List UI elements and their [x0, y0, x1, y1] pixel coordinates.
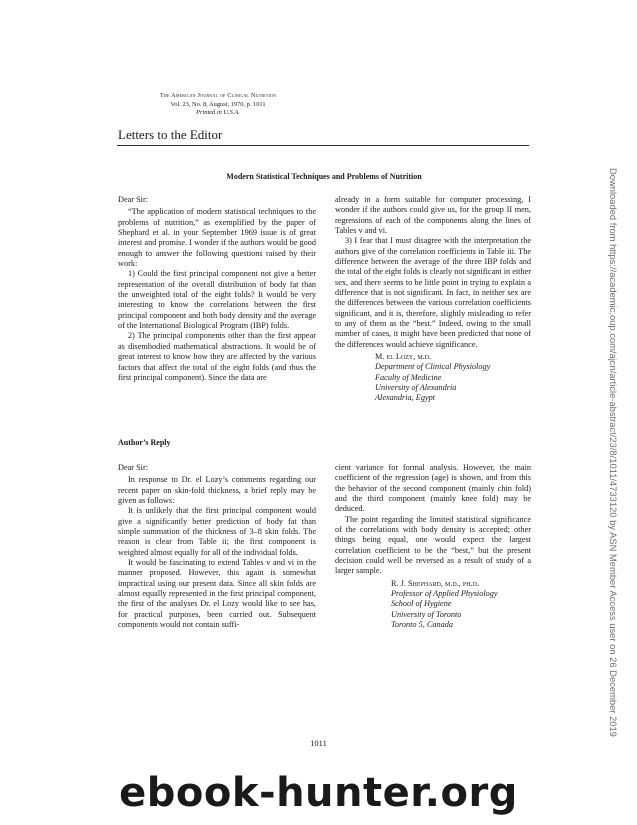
signature-affiliation: Faculty of Medicine — [375, 372, 442, 382]
reply-paragraph: cient variance for formal analysis. However, the main coefficient of the regression (age) is shown, and from this the behavior of the second component (mainly chin fold) and the third component (mainly knee fold) may be deduced. — [335, 463, 531, 514]
letter-paragraph: 1) Could the first principal component not give a better representation of the overall distribution of body fat than the unweighted total of the eight folds? It would be very interesting to know the correlations between the first principal component and both body density and the average of the International Biological Program (IBP) folds. — [118, 269, 316, 331]
signature-affiliation: Department of Clinical Physiology — [375, 362, 491, 372]
watermark-text: ebook-hunter.org — [119, 770, 518, 816]
journal-name: The American Journal of Clinical Nutrition — [159, 92, 277, 99]
signature-name: M. el Lozy, m.d. — [375, 352, 432, 362]
article-title: Modern Statistical Techniques and Problems of Nutrition — [226, 172, 422, 181]
reply-paragraph: It is unlikely that the first principal component would give a significantly better prediction of body fat than simple summation of the thickness of 3–8 skin folds. The reason is clear from Table ii; the first component is weighted almost equally for all of the individual folds. — [118, 506, 316, 557]
letter-greeting: Dear Sir: — [118, 195, 149, 204]
signature-affiliation: University of Toronto — [391, 609, 462, 619]
signature-affiliation: Toronto 5, Canada — [391, 619, 453, 629]
download-side-note — [609, 168, 629, 788]
reply-greeting: Dear Sir: — [118, 463, 149, 472]
signature-affiliation: Alexandria, Egypt — [375, 393, 436, 403]
page-number: 1011 — [310, 738, 327, 748]
section-title: Letters to the Editor — [118, 127, 223, 142]
letter-paragraph: already in a form suitable for computer processing, I wonder if the authors could give us, for the group II men, regressions of each of the components along the lines of Tables v and vi. — [335, 195, 531, 236]
letter-paragraph: “The application of modern statistical techniques to the problems of nutrition,” as exemplified by the paper of Shephard et al. in your September 1969 issue is of great interest and promise. I wonder if the authors would be good enough to answer the following questions raised by their work: — [118, 207, 316, 269]
reply-column-1 — [118, 463, 316, 631]
signature-affiliation: School of Hygiene — [391, 599, 452, 609]
reply-paragraph: The point regarding the limited statistical significance of the correlations with body density is accepted; other things being equal, one would expect the largest correlation coefficient to be the “best,” but the present decision could well be reversed as a result of study of a larger sample. — [335, 514, 531, 576]
letter-signature — [375, 352, 531, 403]
signature-affiliation: University of Alexandria — [375, 383, 457, 393]
reply-paragraph: In response to Dr. el Lozy’s comments regarding our recent paper on skin-fold thickness, a brief reply may be given as follows: — [118, 475, 316, 506]
letter-column-2 — [335, 195, 531, 404]
signature-affiliation: Professor of Applied Physiology — [391, 589, 498, 599]
signature-name: R. J. Shephard, m.d., ph.d. — [391, 578, 480, 588]
reply-column-2 — [335, 463, 531, 630]
journal-issue: Vol. 23, No. 8, August, 1970, p. 1011 — [170, 100, 266, 108]
letter-paragraph: 3) I fear that I must disagree with the interpretation the authors give of the correlation coefficients in Table iii. The difference between the average of the three IBP folds and the total of the eight folds is clearly not significant in either sex, and there seems to be little point in trying to explain a difference that is not significant. In fact, in neither sex are the differences between the various correlation coefficients significant, and it is, therefore, slightly misleading to refer to any of them as the “best.” Indeed, owing to the small number of cases, it might have been predicted that none of the differences would achieve significance. — [335, 236, 531, 349]
reply-paragraph: It would be fascinating to extend Tables v and vi in the manner proposed. However, this again is somewhat impractical using our present data. Since all skin folds are almost equally represented in the first principal component, the first of the analyses Dr. el Lozy would like to see has, for practical purposes, been carried out. Subsequent components would not contain suffi- — [118, 558, 316, 630]
printed-note: Printed in U.S.A. — [196, 109, 240, 117]
journal-header — [118, 92, 318, 118]
letter-paragraph: 2) The principal components other than the first appear as disembodied mathematical abstractions. It would be of great interest to know how they are affected by the various factors that affect the total of the eight folds (and thus the first principal component). Since the data are — [118, 331, 316, 382]
letter-column-1 — [118, 195, 316, 383]
reply-heading: Author’s Reply — [118, 438, 171, 447]
reply-signature — [391, 579, 531, 630]
header-rule — [117, 145, 529, 146]
download-note-text: Downloaded from https://academic.oup.com/ajcn/article-abstract/23/8/1011/4733120 by ASN Member Access user on 26 December 2019 — [608, 168, 619, 737]
